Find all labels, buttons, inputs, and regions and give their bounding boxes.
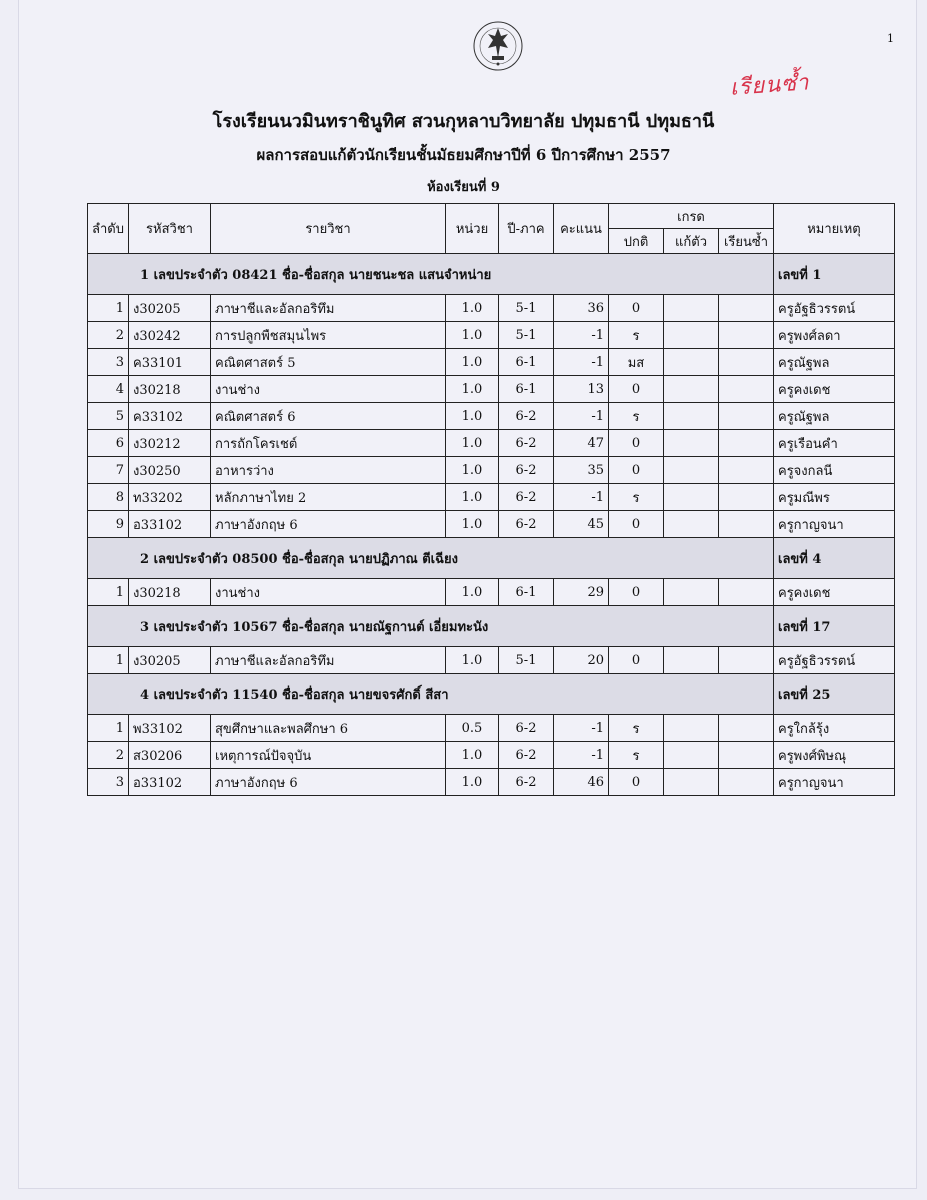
- cell-grade-retest: [664, 647, 719, 674]
- cell-grade-normal: 0: [609, 579, 664, 606]
- table-row: [88, 430, 895, 457]
- grades-table: [87, 203, 895, 796]
- col-header-note: หมายเหตุ: [774, 204, 895, 254]
- cell-subject: ภาษาอังกฤษ 6: [211, 769, 446, 796]
- cell-grade-repeat: [719, 715, 774, 742]
- cell-grade-normal: 0: [609, 295, 664, 322]
- cell-no: 7: [88, 457, 129, 484]
- cell-term: 5-1: [499, 322, 554, 349]
- cell-no: 8: [88, 484, 129, 511]
- cell-code: ค33101: [129, 349, 211, 376]
- school-emblem-icon: [470, 18, 526, 74]
- cell-score: -1: [554, 484, 609, 511]
- cell-grade-retest: [664, 715, 719, 742]
- cell-score: -1: [554, 349, 609, 376]
- col-header-term: ปี-ภาค: [499, 204, 554, 254]
- cell-note: ครูเรือนคำ: [774, 430, 895, 457]
- cell-subject: งานช่าง: [211, 376, 446, 403]
- student-header-row: [88, 606, 895, 647]
- cell-grade-retest: [664, 403, 719, 430]
- col-header-code: รหัสวิชา: [129, 204, 211, 254]
- cell-term: 6-2: [499, 484, 554, 511]
- cell-grade-repeat: [719, 769, 774, 796]
- cell-credit: 1.0: [446, 769, 499, 796]
- table-row: [88, 403, 895, 430]
- cell-subject: หลักภาษาไทย 2: [211, 484, 446, 511]
- cell-note: ครูณัฐพล: [774, 403, 895, 430]
- cell-code: ง30205: [129, 647, 211, 674]
- cell-grade-normal: 0: [609, 647, 664, 674]
- student-header-row: [88, 254, 895, 295]
- cell-score: 20: [554, 647, 609, 674]
- cell-note: ครูพงศ์พิษณุ: [774, 742, 895, 769]
- student-header-row: [88, 674, 895, 715]
- col-header-no: ลำดับ: [88, 204, 129, 254]
- cell-term: 6-1: [499, 349, 554, 376]
- cell-score: 46: [554, 769, 609, 796]
- cell-grade-normal: ร: [609, 484, 664, 511]
- cell-term: 6-2: [499, 511, 554, 538]
- cell-credit: 1.0: [446, 376, 499, 403]
- student-info: 4 เลขประจำตัว 11540 ชื่อ-ชื่อสกุล นายขจรศักดิ์ สีสา: [88, 674, 774, 715]
- handwritten-stamp: เรียนซ้ำ: [729, 70, 811, 101]
- cell-grade-normal: 0: [609, 376, 664, 403]
- student-info: 1 เลขประจำตัว 08421 ชื่อ-ชื่อสกุล นายชนะชล แสนจำหน่าย: [88, 254, 774, 295]
- cell-grade-repeat: [719, 579, 774, 606]
- student-number: เลขที่ 4: [774, 538, 895, 579]
- cell-term: 6-2: [499, 403, 554, 430]
- cell-grade-normal: 0: [609, 769, 664, 796]
- cell-credit: 1.0: [446, 430, 499, 457]
- cell-grade-normal: 0: [609, 511, 664, 538]
- page-number: 1: [887, 32, 894, 45]
- cell-score: 35: [554, 457, 609, 484]
- cell-grade-repeat: [719, 430, 774, 457]
- cell-grade-normal: ร: [609, 742, 664, 769]
- cell-note: ครูคงเดช: [774, 579, 895, 606]
- cell-code: ท33202: [129, 484, 211, 511]
- cell-grade-normal: ร: [609, 715, 664, 742]
- cell-no: 6: [88, 430, 129, 457]
- col-header-grade-repeat: เรียนซ้ำ: [719, 229, 774, 254]
- cell-code: ง30218: [129, 376, 211, 403]
- cell-note: ครูอัฐธิวรรตน์: [774, 295, 895, 322]
- cell-grade-repeat: [719, 376, 774, 403]
- cell-grade-repeat: [719, 349, 774, 376]
- cell-code: พ33102: [129, 715, 211, 742]
- cell-credit: 1.0: [446, 484, 499, 511]
- col-header-score: คะแนน: [554, 204, 609, 254]
- cell-credit: 1.0: [446, 647, 499, 674]
- cell-grade-repeat: [719, 403, 774, 430]
- cell-subject: เหตุการณ์ปัจจุบัน: [211, 742, 446, 769]
- cell-term: 5-1: [499, 647, 554, 674]
- col-header-grade-retest: แก้ตัว: [664, 229, 719, 254]
- cell-grade-repeat: [719, 457, 774, 484]
- cell-no: 9: [88, 511, 129, 538]
- cell-score: -1: [554, 322, 609, 349]
- cell-code: ง30218: [129, 579, 211, 606]
- cell-subject: การถักโครเชต์: [211, 430, 446, 457]
- cell-grade-retest: [664, 769, 719, 796]
- cell-grade-retest: [664, 349, 719, 376]
- table-row: [88, 457, 895, 484]
- cell-subject: การปลูกพืชสมุนไพร: [211, 322, 446, 349]
- cell-term: 6-2: [499, 457, 554, 484]
- table-row: [88, 349, 895, 376]
- cell-term: 6-1: [499, 579, 554, 606]
- cell-grade-repeat: [719, 647, 774, 674]
- cell-no: 1: [88, 647, 129, 674]
- cell-grade-retest: [664, 742, 719, 769]
- cell-credit: 0.5: [446, 715, 499, 742]
- table-row: [88, 647, 895, 674]
- col-header-grade: เกรด: [609, 204, 774, 229]
- cell-no: 2: [88, 322, 129, 349]
- cell-grade-repeat: [719, 322, 774, 349]
- table-row: [88, 376, 895, 403]
- student-info: 2 เลขประจำตัว 08500 ชื่อ-ชื่อสกุล นายปฏิภาณ ตีเฉียง: [88, 538, 774, 579]
- cell-grade-retest: [664, 511, 719, 538]
- cell-subject: งานช่าง: [211, 579, 446, 606]
- cell-grade-normal: 0: [609, 457, 664, 484]
- cell-grade-retest: [664, 322, 719, 349]
- cell-code: ง30205: [129, 295, 211, 322]
- cell-subject: คณิตศาสตร์ 5: [211, 349, 446, 376]
- cell-credit: 1.0: [446, 457, 499, 484]
- cell-code: ค33102: [129, 403, 211, 430]
- cell-grade-retest: [664, 457, 719, 484]
- cell-credit: 1.0: [446, 349, 499, 376]
- cell-grade-repeat: [719, 295, 774, 322]
- cell-code: อ33102: [129, 769, 211, 796]
- table-row: [88, 579, 895, 606]
- cell-code: ง30242: [129, 322, 211, 349]
- cell-code: อ33102: [129, 511, 211, 538]
- cell-subject: คณิตศาสตร์ 6: [211, 403, 446, 430]
- cell-note: ครูอัฐธิวรรตน์: [774, 647, 895, 674]
- cell-grade-retest: [664, 579, 719, 606]
- cell-score: 29: [554, 579, 609, 606]
- cell-credit: 1.0: [446, 322, 499, 349]
- cell-term: 6-2: [499, 742, 554, 769]
- classroom-label: ห้องเรียนที่ 9: [427, 180, 500, 195]
- table-row: [88, 511, 895, 538]
- cell-term: 6-2: [499, 715, 554, 742]
- cell-grade-normal: ร: [609, 322, 664, 349]
- cell-score: -1: [554, 742, 609, 769]
- student-number: เลขที่ 1: [774, 254, 895, 295]
- cell-score: 45: [554, 511, 609, 538]
- cell-term: 6-1: [499, 376, 554, 403]
- grades-body: [88, 254, 895, 796]
- header-row: [88, 204, 895, 229]
- col-header-subject: รายวิชา: [211, 204, 446, 254]
- student-number: เลขที่ 25: [774, 674, 895, 715]
- table-row: [88, 322, 895, 349]
- cell-no: 3: [88, 769, 129, 796]
- cell-term: 6-2: [499, 769, 554, 796]
- cell-score: 36: [554, 295, 609, 322]
- cell-subject: ภาษาชีและอัลกอริทึม: [211, 295, 446, 322]
- cell-no: 5: [88, 403, 129, 430]
- cell-code: ง30212: [129, 430, 211, 457]
- cell-grade-retest: [664, 430, 719, 457]
- col-header-credit: หน่วย: [446, 204, 499, 254]
- student-number: เลขที่ 17: [774, 606, 895, 647]
- cell-grade-repeat: [719, 511, 774, 538]
- cell-no: 1: [88, 579, 129, 606]
- cell-grade-retest: [664, 484, 719, 511]
- cell-grade-repeat: [719, 742, 774, 769]
- cell-score: 47: [554, 430, 609, 457]
- table-row: [88, 295, 895, 322]
- cell-score: -1: [554, 715, 609, 742]
- cell-grade-normal: ร: [609, 403, 664, 430]
- cell-grade-repeat: [719, 484, 774, 511]
- table-row: [88, 742, 895, 769]
- cell-score: -1: [554, 403, 609, 430]
- cell-note: ครูพงศ์ลดา: [774, 322, 895, 349]
- table-row: [88, 769, 895, 796]
- school-title: โรงเรียนนวมินทราชินูทิศ สวนกุหลาบวิทยาลัย ปทุมธานี ปทุมธานี: [212, 111, 715, 132]
- cell-grade-retest: [664, 376, 719, 403]
- cell-note: ครูจงกลนี: [774, 457, 895, 484]
- cell-no: 3: [88, 349, 129, 376]
- cell-score: 13: [554, 376, 609, 403]
- table-row: [88, 715, 895, 742]
- cell-no: 1: [88, 715, 129, 742]
- cell-credit: 1.0: [446, 403, 499, 430]
- cell-no: 2: [88, 742, 129, 769]
- cell-term: 5-1: [499, 295, 554, 322]
- cell-credit: 1.0: [446, 742, 499, 769]
- cell-subject: สุขศึกษาและพลศึกษา 6: [211, 715, 446, 742]
- cell-grade-retest: [664, 295, 719, 322]
- cell-grade-normal: 0: [609, 430, 664, 457]
- student-info: 3 เลขประจำตัว 10567 ชื่อ-ชื่อสกุล นายณัฐกานต์ เอี่ยมทะนัง: [88, 606, 774, 647]
- cell-credit: 1.0: [446, 511, 499, 538]
- cell-credit: 1.0: [446, 579, 499, 606]
- cell-term: 6-2: [499, 430, 554, 457]
- cell-no: 4: [88, 376, 129, 403]
- cell-code: ง30250: [129, 457, 211, 484]
- cell-note: ครูณัฐพล: [774, 349, 895, 376]
- table-row: [88, 484, 895, 511]
- col-header-grade-normal: ปกติ: [609, 229, 664, 254]
- cell-grade-normal: มส: [609, 349, 664, 376]
- student-header-row: [88, 538, 895, 579]
- cell-subject: ภาษาชีและอัลกอริทึม: [211, 647, 446, 674]
- cell-note: ครูกาญจนา: [774, 769, 895, 796]
- report-subtitle: ผลการสอบแก้ตัวนักเรียนชั้นมัธยมศึกษาปีที่ 6 ปีการศึกษา 2557: [256, 146, 671, 164]
- cell-subject: อาหารว่าง: [211, 457, 446, 484]
- cell-note: ครูมณีพร: [774, 484, 895, 511]
- cell-code: ส30206: [129, 742, 211, 769]
- cell-note: ครูคงเดช: [774, 376, 895, 403]
- cell-note: ครูกาญจนา: [774, 511, 895, 538]
- cell-subject: ภาษาอังกฤษ 6: [211, 511, 446, 538]
- cell-note: ครูใกล้รุ้ง: [774, 715, 895, 742]
- cell-no: 1: [88, 295, 129, 322]
- cell-credit: 1.0: [446, 295, 499, 322]
